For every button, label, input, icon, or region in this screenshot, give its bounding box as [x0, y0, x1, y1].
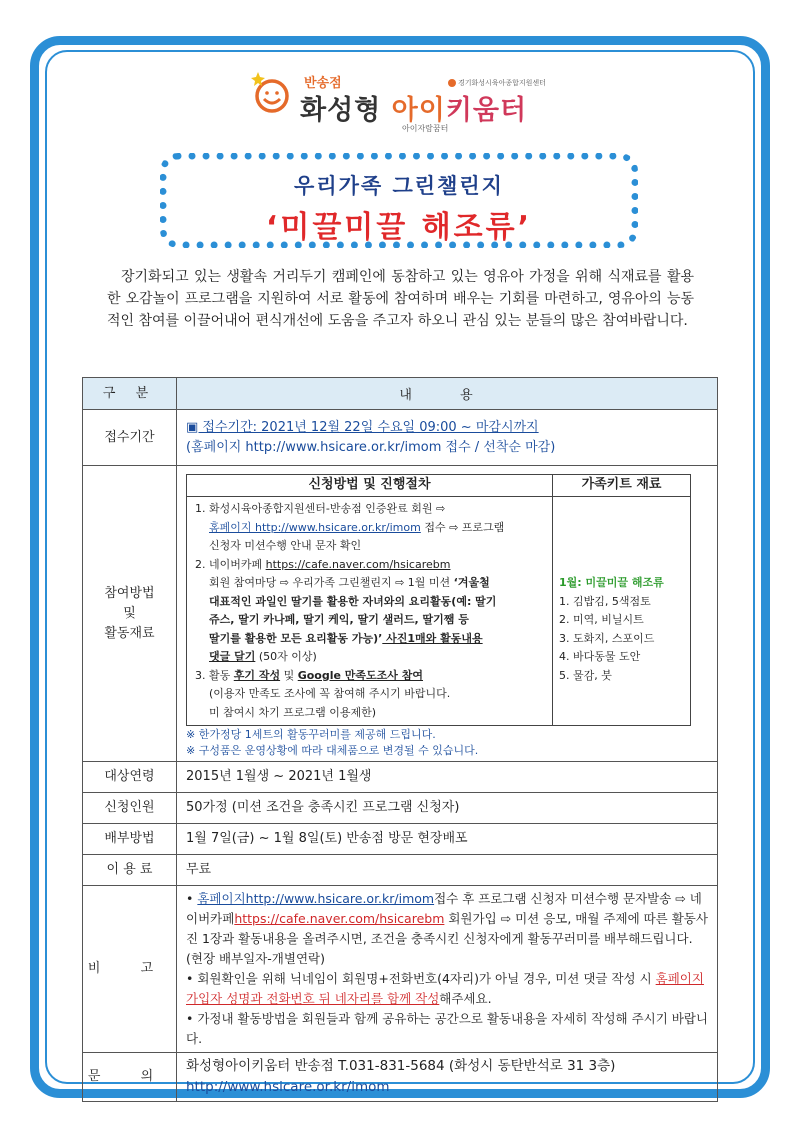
row-reception-label: 접수기간	[83, 410, 177, 466]
step2-line6: 댓글 달기 (50자 이상)	[209, 650, 317, 663]
procedure-header: 신청방법 및 진행절차	[187, 475, 553, 497]
reception-note: (홈페이지 http://www.hsicare.or.kr/imom 접수 / 선착순 마감)	[186, 439, 556, 455]
row-remarks-label: 비 고	[83, 886, 177, 1053]
row-age-label: 대상연령	[83, 762, 177, 793]
step2-line4: 쥬스, 딸기 카나페, 딸기 케익, 딸기 샐러드, 딸기쨈 등	[209, 613, 469, 626]
contact-link[interactable]: http://www.hsicare.or.kr/imom	[186, 1079, 390, 1095]
remark-2: • 회원확인을 위해 닉네임이 회원명+전화번호(4자리)가 아닐 경우, 미션 댓글 작성 시 홈페이지 가입자 성명과 전화번호 뒤 네자리를 함께 작성해주세요.	[186, 971, 704, 1006]
header-content: 내 용	[177, 378, 718, 410]
row-remarks-value	[177, 886, 718, 1053]
title-subtitle: 우리가족 그린챌린지	[294, 174, 504, 198]
title-box	[160, 153, 638, 248]
kit-header: 가족키트 재료	[553, 475, 691, 497]
procedure-table	[186, 474, 691, 726]
kit-item: 3. 도화지, 스포이드	[559, 631, 655, 645]
kit-item: 1. 김밥김, 5색점토	[559, 594, 651, 608]
row-participation	[83, 466, 718, 762]
cafe-link[interactable]: https://cafe.naver.com/hsicarebm	[265, 557, 451, 571]
logo-branch: 반송점	[304, 76, 342, 91]
row-capacity	[83, 793, 718, 824]
step3-line1: 3. 활동 후기 작성 및 Google 만족도조사 참여	[195, 668, 424, 682]
header-category: 구 분	[83, 378, 177, 410]
info-table	[82, 377, 718, 1102]
homepage-link[interactable]: 홈페이지 http://www.hsicare.or.kr/imom	[209, 520, 421, 534]
remark-3: • 가정내 활동방법을 회원들과 함께 공유하는 공간으로 활동내용을 자세히 작성해 주시기 바랍니다.	[186, 1011, 709, 1046]
kit-title: 1월: 미끌미끌 해조류	[559, 576, 664, 589]
row-contact-label: 문 의	[83, 1053, 177, 1102]
kit-item: 5. 물감, 붓	[559, 668, 612, 682]
center-logo-icon	[448, 79, 456, 87]
row-distribution-value: 1월 7일(금) ~ 1월 8일(토) 반송점 방문 현장배포	[177, 824, 718, 855]
row-age-value: 2015년 1월생 ~ 2021년 1월생	[177, 762, 718, 793]
step3-line3: 미 참여시 차기 프로그램 이용제한)	[209, 705, 377, 719]
kit-item: 4. 바다동물 도안	[559, 650, 641, 663]
step3-line2: (이용자 만족도 조사에 꼭 참여해 주시기 바랍니다.	[209, 687, 451, 700]
step2-line1: 2. 네이버카페 https://cafe.naver.com/hsicarebm	[195, 557, 451, 571]
step2-line2: 회원 참여마당 ⇨ 우리가족 그린챌린지 ⇨ 1월 미션 ‘겨울철	[209, 576, 490, 589]
step1-line1: 1. 화성시육아종합지원센터-반송점 인증완료 회원 ⇨	[195, 502, 446, 515]
procedure-steps	[187, 497, 553, 726]
remark-cafe-link[interactable]: https://cafe.naver.com/hsicarebm	[234, 911, 445, 926]
row-fee	[83, 855, 718, 886]
note-substitute: ※ 구성품은 운영상황에 따라 대체품으로 변경될 수 있습니다.	[186, 744, 479, 757]
row-remarks	[83, 886, 718, 1053]
row-participation-label: 참여방법 및 활동재료	[83, 466, 177, 762]
row-participation-value	[177, 466, 718, 762]
row-distribution-label: 배부방법	[83, 824, 177, 855]
row-capacity-label: 신청인원	[83, 793, 177, 824]
row-fee-label: 이 용 료	[83, 855, 177, 886]
row-fee-value: 무료	[177, 855, 718, 886]
row-contact-value	[177, 1053, 718, 1102]
center-logo: 경기화성시육아종합지원센터	[448, 78, 546, 88]
row-contact	[83, 1053, 718, 1102]
remark-homepage-link[interactable]: 홈페이지http://www.hsicare.or.kr/imom	[197, 891, 435, 906]
reception-period: ▣ 접수기간: 2021년 12월 22일 수요일 09:00 ~ 마감시까지	[186, 419, 539, 435]
step1-line2: 홈페이지 http://www.hsicare.or.kr/imom 접수 ⇨ 프로그램	[209, 520, 505, 534]
smiley-sun-icon	[250, 70, 294, 114]
remark-1: • 홈페이지http://www.hsicare.or.kr/imom접수 후 프로그램 신청자 미션수행 문자발송 ⇨ 네이버카페https://cafe.naver.com/hsicarebm 회원가입 ⇨ 미션 응모, 매월 주제에 따른 활동사진 1장과 활동내용을 올려주시면, 조건을 충족시킨 신청자에게 활동꾸러미를 배부해드립니다. (현장 배부일자-개별연락)	[186, 891, 708, 966]
step2-line5: 딸기를 활용한 모든 요리활동 가능)’ 사진1매와 활동내용	[209, 631, 483, 645]
note-one-set: ※ 한가정당 1세트의 활동꾸러미를 제공해 드립니다.	[186, 728, 436, 741]
table-header-row	[83, 378, 718, 410]
step2-line3: 대표적인 과일인 딸기를 활용한 자녀와의 요리활동(예: 딸기	[209, 594, 497, 608]
intro-paragraph: 장기화되고 있는 생활속 거리두기 캠페인에 동참하고 있는 영유아 가정을 위해 식재료를 활용한 오감놀이 프로그램을 지원하여 서로 활동에 참여하며 배우는 기회를 마련하고, 영유아의 능동적인 참여를 이끌어내어 편식개선에 도움을 주고자 하오니 관심 있는 분들의 많은 참여바랍니다.	[107, 269, 694, 329]
row-reception	[83, 410, 718, 466]
row-age	[83, 762, 718, 793]
title-main: ‘미끌미끌 해조류’	[265, 210, 533, 245]
logo-name: 화성형 아이키움터	[300, 95, 528, 126]
row-reception-value	[177, 410, 718, 466]
row-capacity-value: 50가정 (미션 조건을 충족시킨 프로그램 신청자)	[177, 793, 718, 824]
contact-info: 화성형아이키움터 반송점 T.031-831-5684 (화성시 동탄반석로 31 3층)	[186, 1058, 616, 1074]
step1-line3: 신청자 미션수행 안내 문자 확인	[209, 539, 362, 552]
logo	[250, 68, 580, 138]
kit-list	[553, 497, 691, 726]
logo-tagline: 아이자람꿈터	[402, 124, 449, 133]
row-distribution	[83, 824, 718, 855]
kit-item: 2. 미역, 비닐시트	[559, 613, 644, 626]
